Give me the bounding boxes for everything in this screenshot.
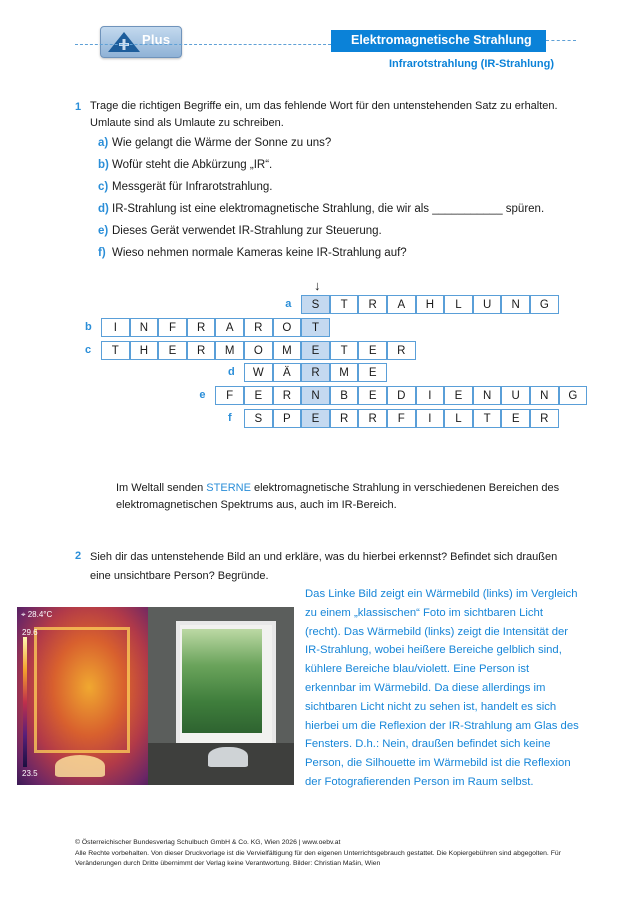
crossword-cell: I <box>416 409 445 428</box>
task2-answer: Das Linke Bild zeigt ein Wärmebild (links) im Vergleich zu einem „klassischen“ Foto im sichtbaren Licht (recht). Das Wärmebild (links) zeigt die Intensität der IR-Strahlung, wobei heißere Bereiche gelblich sind, kühlere Bereiche blau/violett. Eine Person ist erkennbar im Wärmebild. Da diese allerdings im sichtbaren Licht nicht zu sehen ist, handelt es sich hierbei um die Reflexion der IR-Strahlung am Glas des Fensters. D.h.: Nein, draußen befindet sich keine Person, die Silhouette im Wärmebild ist die Reflexion der Fotografierenden Person im Raum selbst. <box>305 588 579 788</box>
header-divider-right <box>546 40 576 41</box>
crossword-cell: F <box>387 409 416 428</box>
crossword-solution-cell: R <box>301 363 330 382</box>
crossword-cell: H <box>416 295 445 314</box>
chapter-banner <box>331 30 546 52</box>
crossword-row-label: b <box>85 320 92 333</box>
crossword-cell: T <box>330 341 359 360</box>
crossword-cell: D <box>387 386 416 405</box>
crossword-cell: R <box>387 341 416 360</box>
question-letter: d) <box>98 203 109 215</box>
thermal-image <box>17 607 148 785</box>
chapter-title: Elektromagnetische Strahlung <box>351 33 532 47</box>
crossword-cell: M <box>330 363 359 382</box>
visible-light-photo <box>148 607 294 785</box>
crossword-cell: L <box>444 409 473 428</box>
crossword-cell: E <box>358 363 387 382</box>
crossword-cell: M <box>215 341 244 360</box>
crossword-cell: O <box>273 318 302 337</box>
task2-instruction: Sieh dir das untenstehende Bild an und erkläre, was du hierbei erkennst? Befindet sich draußen eine unsichtbare Person? Begründe. <box>90 551 558 582</box>
crossword-cell: F <box>158 318 187 337</box>
crossword-cell: M <box>273 341 302 360</box>
crossword-cell: G <box>559 386 588 405</box>
crossword-cell: U <box>473 295 502 314</box>
question-item <box>98 247 407 259</box>
question-text: Wie gelangt die Wärme der Sonne zu uns? <box>112 137 332 149</box>
temperature-scale <box>23 637 27 767</box>
crossword-cell: A <box>215 318 244 337</box>
crossword-cell: P <box>273 409 302 428</box>
publisher-logo <box>100 26 182 58</box>
task-instruction: Trage die richtigen Begriffe ein, um das fehlende Wort für den untenstehenden Satz zu erhalten. Umlaute sind als Umlaute zu schreiben. <box>90 100 558 129</box>
crossword-cell: O <box>244 341 273 360</box>
crossword-cell: N <box>501 295 530 314</box>
triangle-logo-icon <box>107 31 141 53</box>
question-letter: f) <box>98 247 106 259</box>
crossword-cell: R <box>273 386 302 405</box>
crossword-row-label: a <box>285 298 292 310</box>
garden-view <box>182 629 262 733</box>
crossword-cell: Ä <box>273 363 302 382</box>
crossword-solution-cell: E <box>301 409 330 428</box>
crossword-row-label: f <box>228 412 232 424</box>
solution-word: STERNE <box>206 482 251 494</box>
crossword-solution-cell: T <box>301 318 330 337</box>
crossword-cell: G <box>530 295 559 314</box>
crossword-cell: T <box>473 409 502 428</box>
crossword-cell: E <box>358 341 387 360</box>
question-text: IR-Strahlung ist eine elektromagnetische Strahlung, die wir als ___________ spüren. <box>112 203 545 215</box>
scale-max-label: 29.6 <box>22 628 38 637</box>
question-item <box>98 181 272 193</box>
question-text: Wofür steht die Abkürzung „IR“. <box>112 159 273 171</box>
crossword-cell: A <box>387 295 416 314</box>
crossword-cell: I <box>416 386 445 405</box>
question-item <box>98 159 272 171</box>
crossword-row-label: c <box>85 343 92 356</box>
cooking-pot <box>208 747 248 767</box>
crossword-cell: T <box>330 295 359 314</box>
crossword-cell: W <box>244 363 273 382</box>
solution-sentence <box>116 480 576 514</box>
crossword-cell: T <box>101 341 130 360</box>
crossword-cell: E <box>244 386 273 405</box>
question-text: Dieses Gerät verwendet IR-Strahlung zur Steuerung. <box>112 225 382 237</box>
question-item <box>98 203 544 215</box>
crossword-cell: R <box>358 295 387 314</box>
crossword-cell: E <box>158 341 187 360</box>
header-divider-left <box>75 44 331 45</box>
crossword-cell: F <box>215 386 244 405</box>
question-text: Wieso nehmen normale Kameras keine IR-Strahlung auf? <box>112 247 407 259</box>
arrow-down-icon: ↓ <box>314 278 321 293</box>
thermal-readout: ⌖ 28.4°C <box>21 610 53 619</box>
solution-text-before: Im Weltall senden <box>116 482 207 494</box>
logo-text: Plus <box>142 32 171 47</box>
question-letter: a) <box>98 137 109 149</box>
scale-min-label: 23.5 <box>22 769 38 778</box>
footer-copyright: © Österreichischer Bundesverlag Schulbuch GmbH & Co. KG, Wien 2026 | www.oebv.at <box>75 839 341 846</box>
crossword-cell: S <box>244 409 273 428</box>
crossword-cell: H <box>130 341 159 360</box>
crossword-cell: E <box>501 409 530 428</box>
crossword-cell: R <box>358 409 387 428</box>
thermal-window-frame <box>34 627 130 753</box>
thermal-pot <box>55 755 105 777</box>
crossword-cell: N <box>130 318 159 337</box>
question-letter: c) <box>98 181 109 193</box>
footer <box>75 838 595 870</box>
solution-text-after: elektromagnetische Strahlung in verschiedenen Bereichen des elektromagnetischen Spektrums aus, auch im IR-Bereich. <box>116 482 560 511</box>
crossword-cell: E <box>358 386 387 405</box>
crossword-cell: R <box>530 409 559 428</box>
crossword-cell: R <box>187 341 216 360</box>
question-letter: b) <box>98 159 109 171</box>
crossword-row-label: d <box>228 366 235 379</box>
crossword-solution-cell: S <box>301 295 330 314</box>
question-item <box>98 137 331 149</box>
crossword-solution-cell: N <box>301 386 330 405</box>
crossword-cell: R <box>187 318 216 337</box>
crossword-solution-cell: E <box>301 341 330 360</box>
crossword-cell: B <box>330 386 359 405</box>
section-subtitle: Infrarotstrahlung (IR-Strahlung) <box>389 58 554 70</box>
footer-rights: Alle Rechte vorbehalten. Von dieser Druckvorlage ist die Vervielfältigung für den eigenen Unterrichtsgebrauch gestattet. Die Kopiergebühren sind abgegolten. Für Veränderungen durch Dritte übernimmt der Verlag keine Verantwortung. Bilder: Christian Mašin, Wien <box>75 849 561 867</box>
crossword-cell: L <box>444 295 473 314</box>
crossword-cell: U <box>501 386 530 405</box>
task-number: 1 <box>75 101 82 113</box>
crossword-cell: R <box>330 409 359 428</box>
crossword-cell: I <box>101 318 130 337</box>
crossword-row-label: e <box>199 389 206 402</box>
task-number-2: 2 <box>75 550 82 562</box>
question-item <box>98 225 382 237</box>
question-text: Messgerät für Infrarotstrahlung. <box>112 181 273 193</box>
crossword-cell: R <box>244 318 273 337</box>
crossword-cell: N <box>473 386 502 405</box>
crossword-cell: N <box>530 386 559 405</box>
question-letter: e) <box>98 225 109 237</box>
crossword-cell: E <box>444 386 473 405</box>
